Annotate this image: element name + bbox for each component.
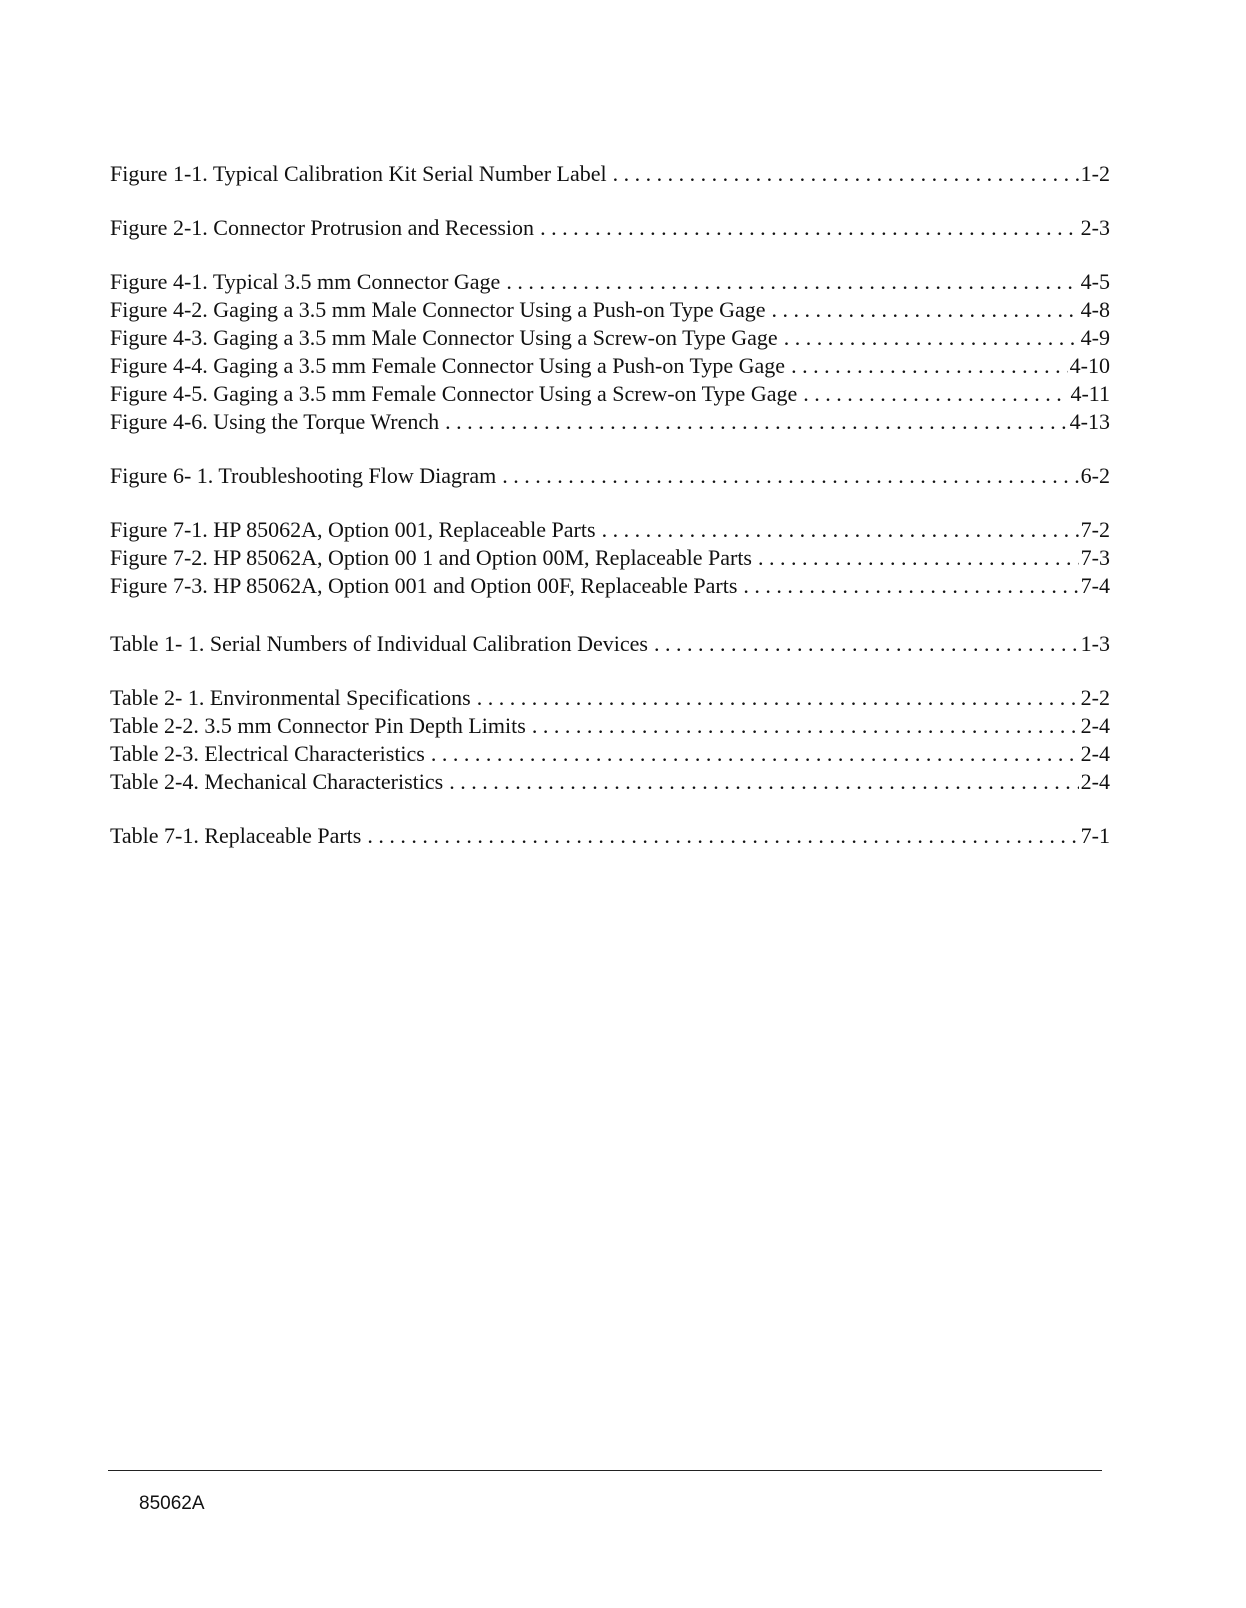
entry-page-number: 2-4 <box>1080 769 1110 794</box>
entry-page-number: 6-2 <box>1080 463 1110 488</box>
dot-leader <box>449 768 1078 796</box>
entry-page-number: 4-13 <box>1069 409 1110 434</box>
figure-group-chapter-4 <box>110 268 1110 436</box>
entry-page-number: 2-4 <box>1080 713 1110 738</box>
entry-title: Figure 4-6. Using the Torque Wrench <box>110 409 440 434</box>
toc-entry-table-2-4[interactable] <box>110 768 1110 796</box>
entry-title: Figure 1-1. Typical Calibration Kit Serial Number Label <box>110 161 607 186</box>
dot-leader <box>431 740 1079 768</box>
figure-group-chapter-2 <box>110 214 1110 242</box>
entry-page-number: 4-8 <box>1080 297 1110 322</box>
dot-leader <box>772 296 1079 324</box>
entry-page-number: 4-10 <box>1069 353 1110 378</box>
toc-entry-figure-4-2[interactable] <box>110 296 1110 324</box>
dot-leader <box>784 324 1079 352</box>
toc-entry-table-1-1[interactable] <box>110 630 1110 658</box>
toc-entry-figure-4-6[interactable] <box>110 408 1110 436</box>
entry-title: Table 2- 1. Environmental Specifications <box>110 685 471 710</box>
entry-page-number: 4-11 <box>1070 381 1110 406</box>
dot-leader <box>791 352 1068 380</box>
entry-title: Figure 4-1. Typical 3.5 mm Connector Gage <box>110 269 501 294</box>
entry-title: Figure 4-3. Gaging a 3.5 mm Male Connector Using a Screw-on Type Gage <box>110 325 778 350</box>
dot-leader <box>367 822 1078 850</box>
toc-entry-figure-4-1[interactable] <box>110 268 1110 296</box>
entry-title: Figure 6- 1. Troubleshooting Flow Diagram <box>110 463 497 488</box>
dot-leader <box>532 712 1079 740</box>
toc-entry-table-7-1[interactable] <box>110 822 1110 850</box>
toc-entry-figure-6-1[interactable] <box>110 462 1110 490</box>
list-of-figures <box>110 160 1110 600</box>
toc-entry-figure-4-4[interactable] <box>110 352 1110 380</box>
entry-title: Table 1- 1. Serial Numbers of Individual Calibration Devices <box>110 631 648 656</box>
toc-entry-figure-4-5[interactable] <box>110 380 1110 408</box>
entry-page-number: 1-3 <box>1080 631 1110 656</box>
figure-group-chapter-7 <box>110 516 1110 600</box>
entry-page-number: 4-9 <box>1080 325 1110 350</box>
toc-entry-table-2-3[interactable] <box>110 740 1110 768</box>
footer-divider <box>108 1470 1102 1471</box>
entry-page-number: 2-3 <box>1080 215 1110 240</box>
entry-title: Figure 7-1. HP 85062A, Option 001, Replaceable Parts <box>110 517 596 542</box>
entry-title: Table 7-1. Replaceable Parts <box>110 823 362 848</box>
toc-entry-figure-2-1[interactable] <box>110 214 1110 242</box>
toc-entry-figure-7-1[interactable] <box>110 516 1110 544</box>
toc-entry-figure-4-3[interactable] <box>110 324 1110 352</box>
toc-entry-table-2-2[interactable] <box>110 712 1110 740</box>
entry-page-number: 2-4 <box>1080 741 1110 766</box>
entry-title: Table 2-4. Mechanical Characteristics <box>110 769 444 794</box>
entry-page-number: 2-2 <box>1080 685 1110 710</box>
entry-title: Figure 4-4. Gaging a 3.5 mm Female Connector Using a Push-on Type Gage <box>110 353 786 378</box>
table-group-chapter-7 <box>110 822 1110 850</box>
entry-page-number: 1-2 <box>1080 161 1110 186</box>
list-of-tables <box>110 630 1110 850</box>
toc-entry-figure-7-2[interactable] <box>110 544 1110 572</box>
dot-leader <box>602 516 1079 544</box>
entry-page-number: 7-4 <box>1080 573 1110 598</box>
entry-title: Figure 2-1. Connector Protrusion and Recession <box>110 215 535 240</box>
entry-title: Figure 7-3. HP 85062A, Option 001 and Option 00F, Replaceable Parts <box>110 573 738 598</box>
entry-title: Table 2-2. 3.5 mm Connector Pin Depth Limits <box>110 713 526 738</box>
entry-title: Figure 4-5. Gaging a 3.5 mm Female Connector Using a Screw-on Type Gage <box>110 381 798 406</box>
dot-leader <box>506 268 1078 296</box>
figure-group-chapter-1 <box>110 160 1110 188</box>
dot-leader <box>540 214 1079 242</box>
entry-page-number: 7-2 <box>1080 517 1110 542</box>
table-group-chapter-1 <box>110 630 1110 658</box>
entry-page-number: 7-3 <box>1080 545 1110 570</box>
entry-title: Figure 7-2. HP 85062A, Option 00 1 and Option 00M, Replaceable Parts <box>110 545 752 570</box>
dot-leader <box>654 630 1079 658</box>
dot-leader <box>803 380 1068 408</box>
dot-leader <box>502 462 1078 490</box>
figure-group-chapter-6 <box>110 462 1110 490</box>
entry-page-number: 4-5 <box>1080 269 1110 294</box>
dot-leader <box>613 160 1079 188</box>
table-of-contents <box>110 160 1110 876</box>
dot-leader <box>743 572 1078 600</box>
entry-title: Figure 4-2. Gaging a 3.5 mm Male Connector Using a Push-on Type Gage <box>110 297 766 322</box>
dot-leader <box>445 408 1068 436</box>
table-group-chapter-2 <box>110 684 1110 796</box>
dot-leader <box>758 544 1079 572</box>
toc-entry-figure-1-1[interactable] <box>110 160 1110 188</box>
toc-entry-table-2-1[interactable] <box>110 684 1110 712</box>
entry-title: Table 2-3. Electrical Characteristics <box>110 741 425 766</box>
toc-entry-figure-7-3[interactable] <box>110 572 1110 600</box>
entry-page-number: 7-1 <box>1080 823 1110 848</box>
footer-model-number: 85062A <box>139 1493 205 1514</box>
dot-leader <box>477 684 1079 712</box>
